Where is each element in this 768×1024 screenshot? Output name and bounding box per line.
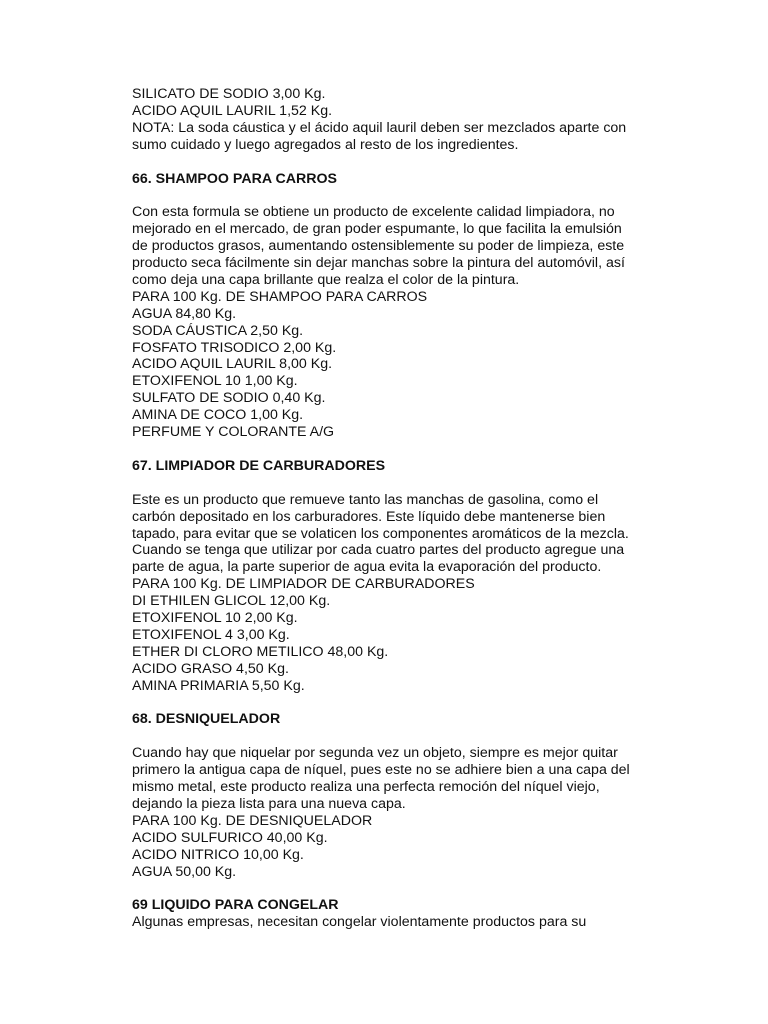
formula-line: ACIDO NITRICO 10,00 Kg. <box>132 846 304 863</box>
formula-line: ACIDO GRASO 4,50 Kg. <box>132 660 289 677</box>
intro-line: NOTA: La soda cáustica y el ácido aquil lauril deben ser mezclados aparte con <box>132 119 627 136</box>
document-page <box>132 86 742 931</box>
formula-line: DI ETHILEN GLICOL 12,00 Kg. <box>132 593 331 610</box>
section-heading: 69 LIQUIDO PARA CONGELAR <box>132 897 339 914</box>
formula-line: ACIDO SULFURICO 40,00 Kg. <box>132 829 328 846</box>
section-67 <box>132 458 742 695</box>
formula-line: PARA 100 Kg. DE SHAMPOO PARA CARROS <box>132 288 428 305</box>
paragraph-line: mismo metal, este producto realiza una perfecta remoción del níquel viejo, <box>132 779 600 796</box>
section-heading: 68. DESNIQUELADOR <box>132 711 281 728</box>
section-66 <box>132 171 742 441</box>
formula-line: ETOXIFENOL 10 2,00 Kg. <box>132 610 298 627</box>
spacer <box>132 475 742 492</box>
paragraph-line: dejando la pieza lista para una nueva capa. <box>132 795 406 812</box>
paragraph-line: Con esta formula se obtiene un producto de excelente calidad limpiadora, no <box>132 204 615 221</box>
paragraph-line: producto seca fácilmente sin dejar manchas sobre la pintura del automóvil, así <box>132 255 625 272</box>
spacer <box>132 881 742 898</box>
formula-line: FOSFATO TRISODICO 2,00 Kg. <box>132 339 337 356</box>
section-68 <box>132 711 742 880</box>
formula-line: ETHER DI CLORO METILICO 48,00 Kg. <box>132 643 389 660</box>
paragraph-line: parte de agua, la parte superior de agua evita la evaporación del producto. <box>132 559 602 576</box>
intro-line: sumo cuidado y luego agregados al resto de los ingredientes. <box>132 136 519 153</box>
formula-line: AMINA PRIMARIA 5,50 Kg. <box>132 677 305 694</box>
formula-line: SODA CÁUSTICA 2,50 Kg. <box>132 322 304 339</box>
paragraph-line: Cuando hay que niquelar por segunda vez un objeto, siempre es mejor quitar <box>132 745 618 762</box>
paragraph-line: tapado, para evitar que se volaticen los componentes aromáticos de la mezcla. <box>132 525 629 542</box>
section-heading: 67. LIMPIADOR DE CARBURADORES <box>132 457 386 474</box>
paragraph-line: primero la antigua capa de níquel, pues este no se adhiere bien a una capa del <box>132 762 630 779</box>
formula-line: PERFUME Y COLORANTE A/G <box>132 424 335 441</box>
intro-block <box>132 86 742 154</box>
formula-line: ETOXIFENOL 10 1,00 Kg. <box>132 373 298 390</box>
spacer <box>132 154 742 171</box>
section-heading: 66. SHAMPOO PARA CARROS <box>132 170 337 187</box>
formula-line: ETOXIFENOL 4 3,00 Kg. <box>132 626 290 643</box>
formula-line: AMINA DE COCO 1,00 Kg. <box>132 407 304 424</box>
intro-line: SILICATO DE SODIO 3,00 Kg. <box>132 86 326 102</box>
paragraph-line: Cuando se tenga que utilizar por cada cuatro partes del producto agregue una <box>132 542 625 559</box>
intro-line: ACIDO AQUIL LAURIL 1,52 Kg. <box>132 102 333 119</box>
spacer <box>132 728 742 745</box>
formula-line: ACIDO AQUIL LAURIL 8,00 Kg. <box>132 356 333 373</box>
spacer <box>132 695 742 712</box>
paragraph-line: de productos grasos, aumentando ostensiblemente su poder de limpieza, este <box>132 238 625 255</box>
formula-line: PARA 100 Kg. DE DESNIQUELADOR <box>132 812 373 829</box>
formula-line: AGUA 84,80 Kg. <box>132 305 237 322</box>
spacer <box>132 187 742 204</box>
formula-line: SULFATO DE SODIO 0,40 Kg. <box>132 390 326 407</box>
paragraph-line: mejorado en el mercado, de gran poder espumante, lo que facilita la emulsión <box>132 221 622 238</box>
paragraph-line: carbón depositado en los carburadores. Este líquido debe mantenerse bien <box>132 508 606 525</box>
paragraph-line: como deja una capa brillante que realza el color de la pintura. <box>132 271 520 288</box>
formula-line: AGUA 50,00 Kg. <box>132 863 237 880</box>
paragraph-line: Algunas empresas, necesitan congelar violentamente productos para su <box>132 914 587 931</box>
section-69 <box>132 897 742 931</box>
paragraph-line: Este es un producto que remueve tanto las manchas de gasolina, como el <box>132 491 599 508</box>
formula-line: PARA 100 Kg. DE LIMPIADOR DE CARBURADORES <box>132 576 475 593</box>
spacer <box>132 441 742 458</box>
